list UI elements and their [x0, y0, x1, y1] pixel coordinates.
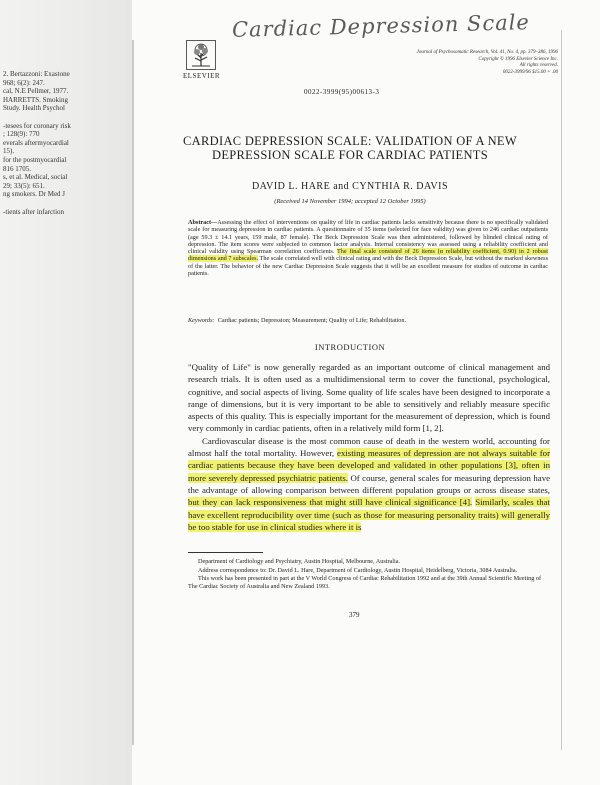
- journal-info-line: Copyright © 1996 Elsevier Science Inc.: [478, 56, 558, 62]
- document-code: 0022-3999(95)00613-3: [304, 88, 380, 96]
- article-title: [150, 134, 550, 162]
- journal-info-line: Journal of Psychosomatic Research, Vol. 41, No. 4, pp. 379–386, 1996: [416, 50, 558, 55]
- paragraph: "Quality of Life" is now generally regarded as an important outcome of clinical management and research trials. It is often used as a multidimensional term to cover the functional, psychological, cognitive, and social aspects of living. Some quality of life scales have been designed to incorporate a range of dimensions, but it is very important to be able to sensitively and reliably measure specific aspects of this quality. This is especially important for the measurement of depression, which is found very commonly in cardiac patients, often in a relatively mild form [1, 2].: [188, 362, 550, 434]
- highlighted-text: but they can lack responsiveness that might still have clinical significance [4].: [188, 497, 473, 508]
- previous-page-line: for the postmyocardial: [3, 156, 67, 164]
- abstract-highlight: The final scale consisted of 26 items (α reliability coefficient, 0.90) in 2 robust dimensions and 7 subscales.: [188, 248, 548, 263]
- previous-page-line: -tients after infarction: [3, 207, 65, 216]
- previous-page-line: 816 1705.: [3, 164, 31, 173]
- highlighted-text: Similarly, scales that have excellent reproducibility over time (such as those for measuring personality traits) will generally be too stable for use in clinical studies where it is: [188, 497, 550, 532]
- publisher-name: ELSEVIER: [183, 72, 221, 80]
- elsevier-tree-icon: [186, 40, 216, 70]
- abstract-label: Abstract—: [188, 219, 218, 226]
- body-text: [188, 361, 550, 533]
- page-edge-shadow: [132, 40, 134, 745]
- footnote: Address correspondence to: Dr. David L. Hare, Department of Cardiology, Austin Hospital, Heidelberg, Victoria, 3084 Australia.: [198, 566, 518, 574]
- previous-page-line: 2. Bertazzoni: Exastone: [3, 70, 70, 78]
- handwritten-note: Cardiac Depression Scale: [231, 10, 531, 42]
- previous-page-line: 15).: [3, 147, 15, 156]
- abstract-text: Assessing the effect of interventions on quality of life in cardiac patients lacks sensitivity because there is no specifically validated scale for measuring depression in cardiac patients. A questionnaire of 35 items (selected for face validity) was given to 246 cardiac outpatients (age 59.3 ± 14.1 years, 159 male, 87 female). The Beck Depression Scale was then administered, followed by blinded clinical rating of depression. The item scores were subjected to common factor analysis. Internal consistency was assessed using a reliability coefficient and clinical validity using Spearman correlation coefficients.: [188, 219, 548, 256]
- footnotes: [188, 558, 548, 591]
- keywords: [188, 317, 548, 324]
- received-dates: (Received 14 November 1994; accepted 12 October 1995): [274, 198, 426, 205]
- previous-page-strip: [0, 0, 132, 785]
- paragraph: [188, 435, 550, 533]
- journal-info-line: 0022-3999/96 $15.00 + .00: [502, 69, 558, 75]
- section-heading: INTRODUCTION: [314, 342, 386, 352]
- keywords-text: Cardiac patients; Depression; Measurement; Quality of Life; Rehabilitation.: [217, 317, 407, 324]
- previous-page-line: ng smokers. Dr Med J: [3, 190, 66, 199]
- previous-page-line: s, et al. Medical, social: [3, 173, 68, 182]
- previous-page-line: HARRETTS. Smoking: [3, 95, 68, 104]
- abstract-text: The scale correlated well with clinical rating and with the Beck Depression Scale, but without the marked skewness of the latter. The behavior of the new Cardiac Depression Scale suggests that it will be an excellent measure for studies of outcome in cardiac patients.: [188, 255, 548, 278]
- keywords-label: Keywords:: [188, 317, 215, 324]
- scan-edge: [561, 30, 562, 750]
- title-line: CARDIAC DEPRESSION SCALE: VALIDATION OF A NEW: [183, 134, 517, 148]
- previous-page-line: 29; 33(5): 651.: [3, 181, 45, 190]
- footnote-divider: [188, 552, 263, 553]
- journal-info-line: All rights reserved.: [519, 63, 558, 68]
- previous-page-line: 968; 6(2): 247.: [3, 78, 45, 87]
- abstract: [188, 219, 548, 277]
- title-line: DEPRESSION SCALE FOR CARDIAC PATIENTS: [212, 148, 488, 162]
- previous-page-line: ; 128(9): 770: [3, 130, 40, 139]
- authors: DAVID L. HARE and CYNTHIA R. DAVIS: [251, 181, 449, 192]
- previous-page-line: cal, N.E Pellmer, 1977.: [3, 87, 69, 96]
- previous-page-line: Study. Health Psychol: [3, 104, 65, 113]
- paragraph-text: Of course, general scales for measuring depression have the advantage of allowing comparison between different population groups or across disease states,: [188, 472, 551, 495]
- previous-page-line: everals aftermyocardial: [3, 138, 69, 147]
- footnote: This work has been presented in part at the V World Congress of Cardiac Rehabilitation 1992 and at the 39th Annual Scientific Meeting of The Cardiac Society of Australia and New Zealand 1993.: [188, 575, 542, 590]
- previous-page-line: -tesees for coronary risk: [3, 121, 71, 130]
- paragraph-text: Cardiovascular disease is the most common cause of death in the western world, accounting for almost half the total mortality. However,: [188, 435, 550, 459]
- highlighted-text: existing measures of depression are not always suitable for cardiac patients because they have been developed and validated in other populations [3], often in more severely depressed psychiatric patients.: [188, 448, 550, 483]
- page-number: 379: [349, 611, 360, 619]
- footnote: Department of Cardiology and Psychiatry, Austin Hospital, Melbourne, Australia.: [198, 558, 401, 565]
- journal-citation: [350, 50, 558, 76]
